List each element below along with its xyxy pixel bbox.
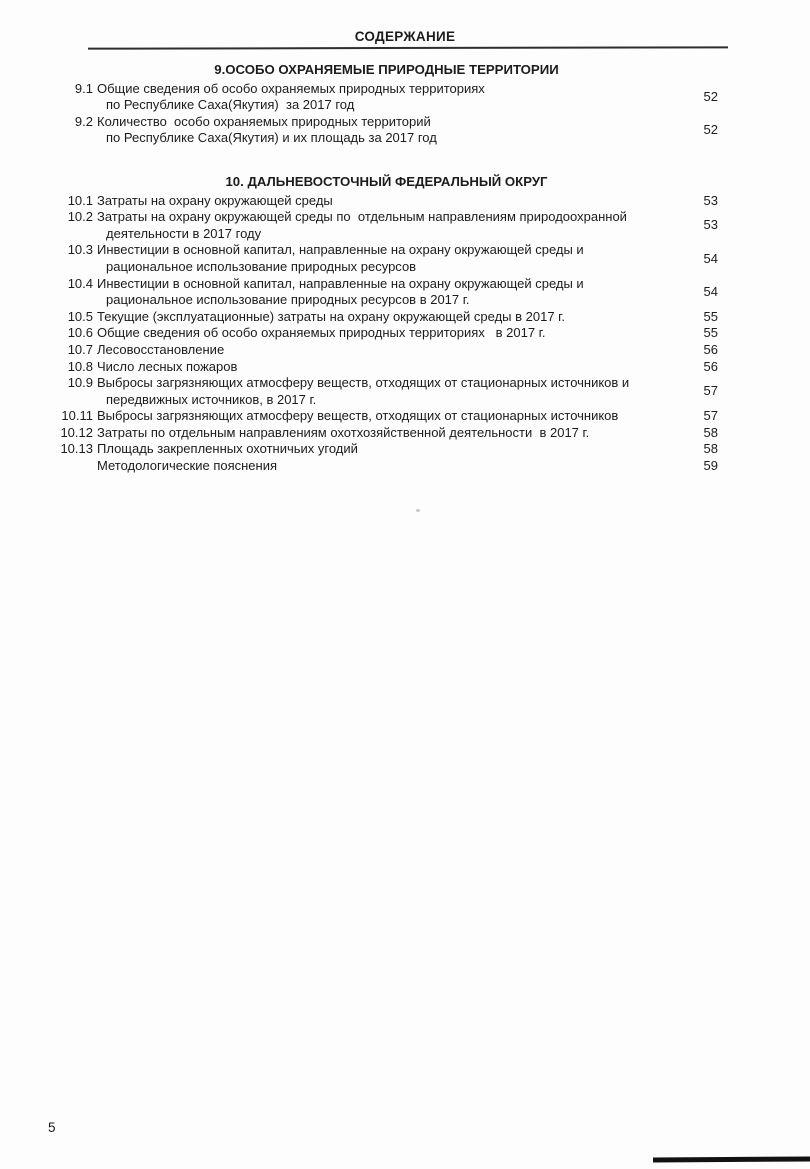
toc-item-page-number: 57	[703, 408, 718, 424]
toc-item-text	[93, 342, 688, 359]
toc-item-number: 10.4	[67, 275, 93, 291]
toc-item-line: Затраты по отдельным направлениям охотхозяйственной деятельности в 2017 г.	[97, 424, 590, 440]
toc-item-text	[93, 309, 688, 326]
toc-item-line: Текущие (эксплуатационные) затраты на охрану окружающей среды в 2017 г.	[97, 308, 565, 324]
toc-row	[55, 425, 718, 442]
toc-item-number: 10.8	[67, 358, 93, 374]
toc-item-number: 10.7	[67, 341, 93, 357]
toc-item-page-number: 53	[703, 192, 718, 208]
toc-item-number: 9.1	[74, 80, 93, 96]
section-title: 9.ОСОБО ОХРАНЯЕМЫЕ ПРИРОДНЫЕ ТЕРРИТОРИИ	[214, 62, 559, 77]
toc-row	[55, 242, 718, 275]
toc-item-page-number: 55	[703, 308, 718, 324]
toc-row	[55, 458, 718, 475]
toc-item-page-number: 54	[703, 283, 718, 299]
toc-item-line: по Республике Саха(Якутия) за 2017 год	[106, 97, 355, 113]
toc-item-page-number: 57	[703, 383, 718, 399]
toc-item-number: 10.1	[67, 192, 93, 208]
toc-item-page-number: 59	[703, 458, 718, 474]
toc-item-line: Инвестиции в основной капитал, направленные на охрану окружающей среды и	[97, 242, 584, 258]
toc-item-text	[93, 81, 688, 114]
toc-item-line: Число лесных пожаров	[97, 358, 238, 374]
toc-item-line: Затраты на охрану окружающей среды	[97, 192, 333, 208]
toc-item-page-number: 55	[703, 325, 718, 341]
toc-row	[55, 408, 718, 425]
toc-item-number	[55, 458, 93, 475]
toc-item-line: Общие сведения об особо охраняемых природных территориях	[97, 80, 485, 96]
toc-row	[55, 193, 718, 210]
toc-item-line: рациональное использование природных ресурсов	[106, 258, 417, 274]
toc-row	[55, 209, 718, 242]
toc-item-line: Методологические пояснения	[97, 458, 278, 474]
toc-item-text	[93, 209, 688, 242]
scan-artifact-bar	[653, 1156, 810, 1162]
toc-item-line: рациональное использование природных ресурсов в 2017 г.	[106, 292, 470, 308]
section-title: 10. ДАЛЬНЕВОСТОЧНЫЙ ФЕДЕРАЛЬНЫЙ ОКРУГ	[225, 173, 548, 189]
toc-item-text	[93, 325, 688, 342]
toc-item-line: Выбросы загрязняющих атмосферу веществ, отходящих от стационарных источников	[97, 408, 619, 424]
toc-item-text	[93, 242, 688, 275]
toc-item-text	[93, 276, 688, 309]
page-title: СОДЕРЖАНИЕ	[354, 29, 456, 44]
toc-item-line: Лесовосстановление	[97, 341, 225, 357]
toc-item-page-number: 56	[703, 358, 718, 374]
toc-item-text	[93, 375, 688, 408]
toc-item-number: 9.2	[74, 113, 93, 129]
toc-item-line: деятельности в 2017 году	[106, 225, 262, 241]
toc-item-text	[93, 441, 688, 458]
toc-row	[55, 441, 718, 458]
toc	[55, 58, 718, 475]
toc-item-text	[93, 193, 688, 210]
toc-item-line: Выбросы загрязняющих атмосферу веществ, отходящих от стационарных источников и	[97, 375, 630, 391]
toc-row	[55, 276, 718, 309]
toc-item-line: Затраты на охрану окружающей среды по отдельным направлениям природоохранной	[97, 209, 627, 225]
toc-item-number: 10.11	[61, 408, 93, 424]
toc-item-page-number: 58	[703, 424, 718, 440]
toc-item-page-number: 58	[703, 441, 718, 457]
toc-row	[55, 342, 718, 359]
toc-item-text	[93, 408, 688, 425]
scan-speck	[416, 509, 420, 512]
toc-item-line: по Республике Саха(Якутия) и их площадь за 2017 год	[106, 130, 437, 146]
toc-item-number: 10.5	[67, 308, 93, 324]
toc-item-line: передвижных источников, в 2017 г.	[106, 391, 317, 407]
header-rule	[88, 46, 728, 49]
toc-item-line: Площадь закрепленных охотничьих угодий	[97, 441, 358, 457]
toc-item-text	[93, 114, 688, 147]
toc-row	[55, 375, 718, 408]
toc-row	[55, 81, 718, 114]
footer-page-number: 5	[48, 1120, 56, 1135]
toc-item-line: Количество особо охраняемых природных территорий	[97, 113, 431, 129]
toc-item-text	[93, 458, 688, 475]
toc-item-number: 10.6	[67, 325, 93, 341]
toc-row	[55, 114, 718, 147]
toc-item-number: 10.3	[67, 242, 93, 258]
toc-item-line: Общие сведения об особо охраняемых природных территориях в 2017 г.	[97, 325, 546, 341]
toc-row	[55, 359, 718, 376]
toc-item-page-number: 56	[703, 341, 718, 357]
toc-item-page-number: 52	[703, 88, 718, 104]
toc-row	[55, 325, 718, 342]
toc-item-number: 10.9	[67, 375, 93, 391]
toc-item-text	[93, 359, 688, 376]
toc-item-number: 10.12	[60, 424, 93, 440]
toc-item-page-number: 54	[703, 250, 718, 266]
toc-item-number: 10.13	[60, 441, 93, 457]
toc-item-page-number: 53	[703, 217, 718, 233]
toc-item-page-number: 52	[703, 122, 718, 138]
toc-item-line: Инвестиции в основной капитал, направленные на охрану окружающей среды и	[97, 275, 584, 291]
toc-item-number: 10.2	[67, 209, 93, 225]
toc-row	[55, 309, 718, 326]
toc-item-text	[93, 425, 688, 442]
